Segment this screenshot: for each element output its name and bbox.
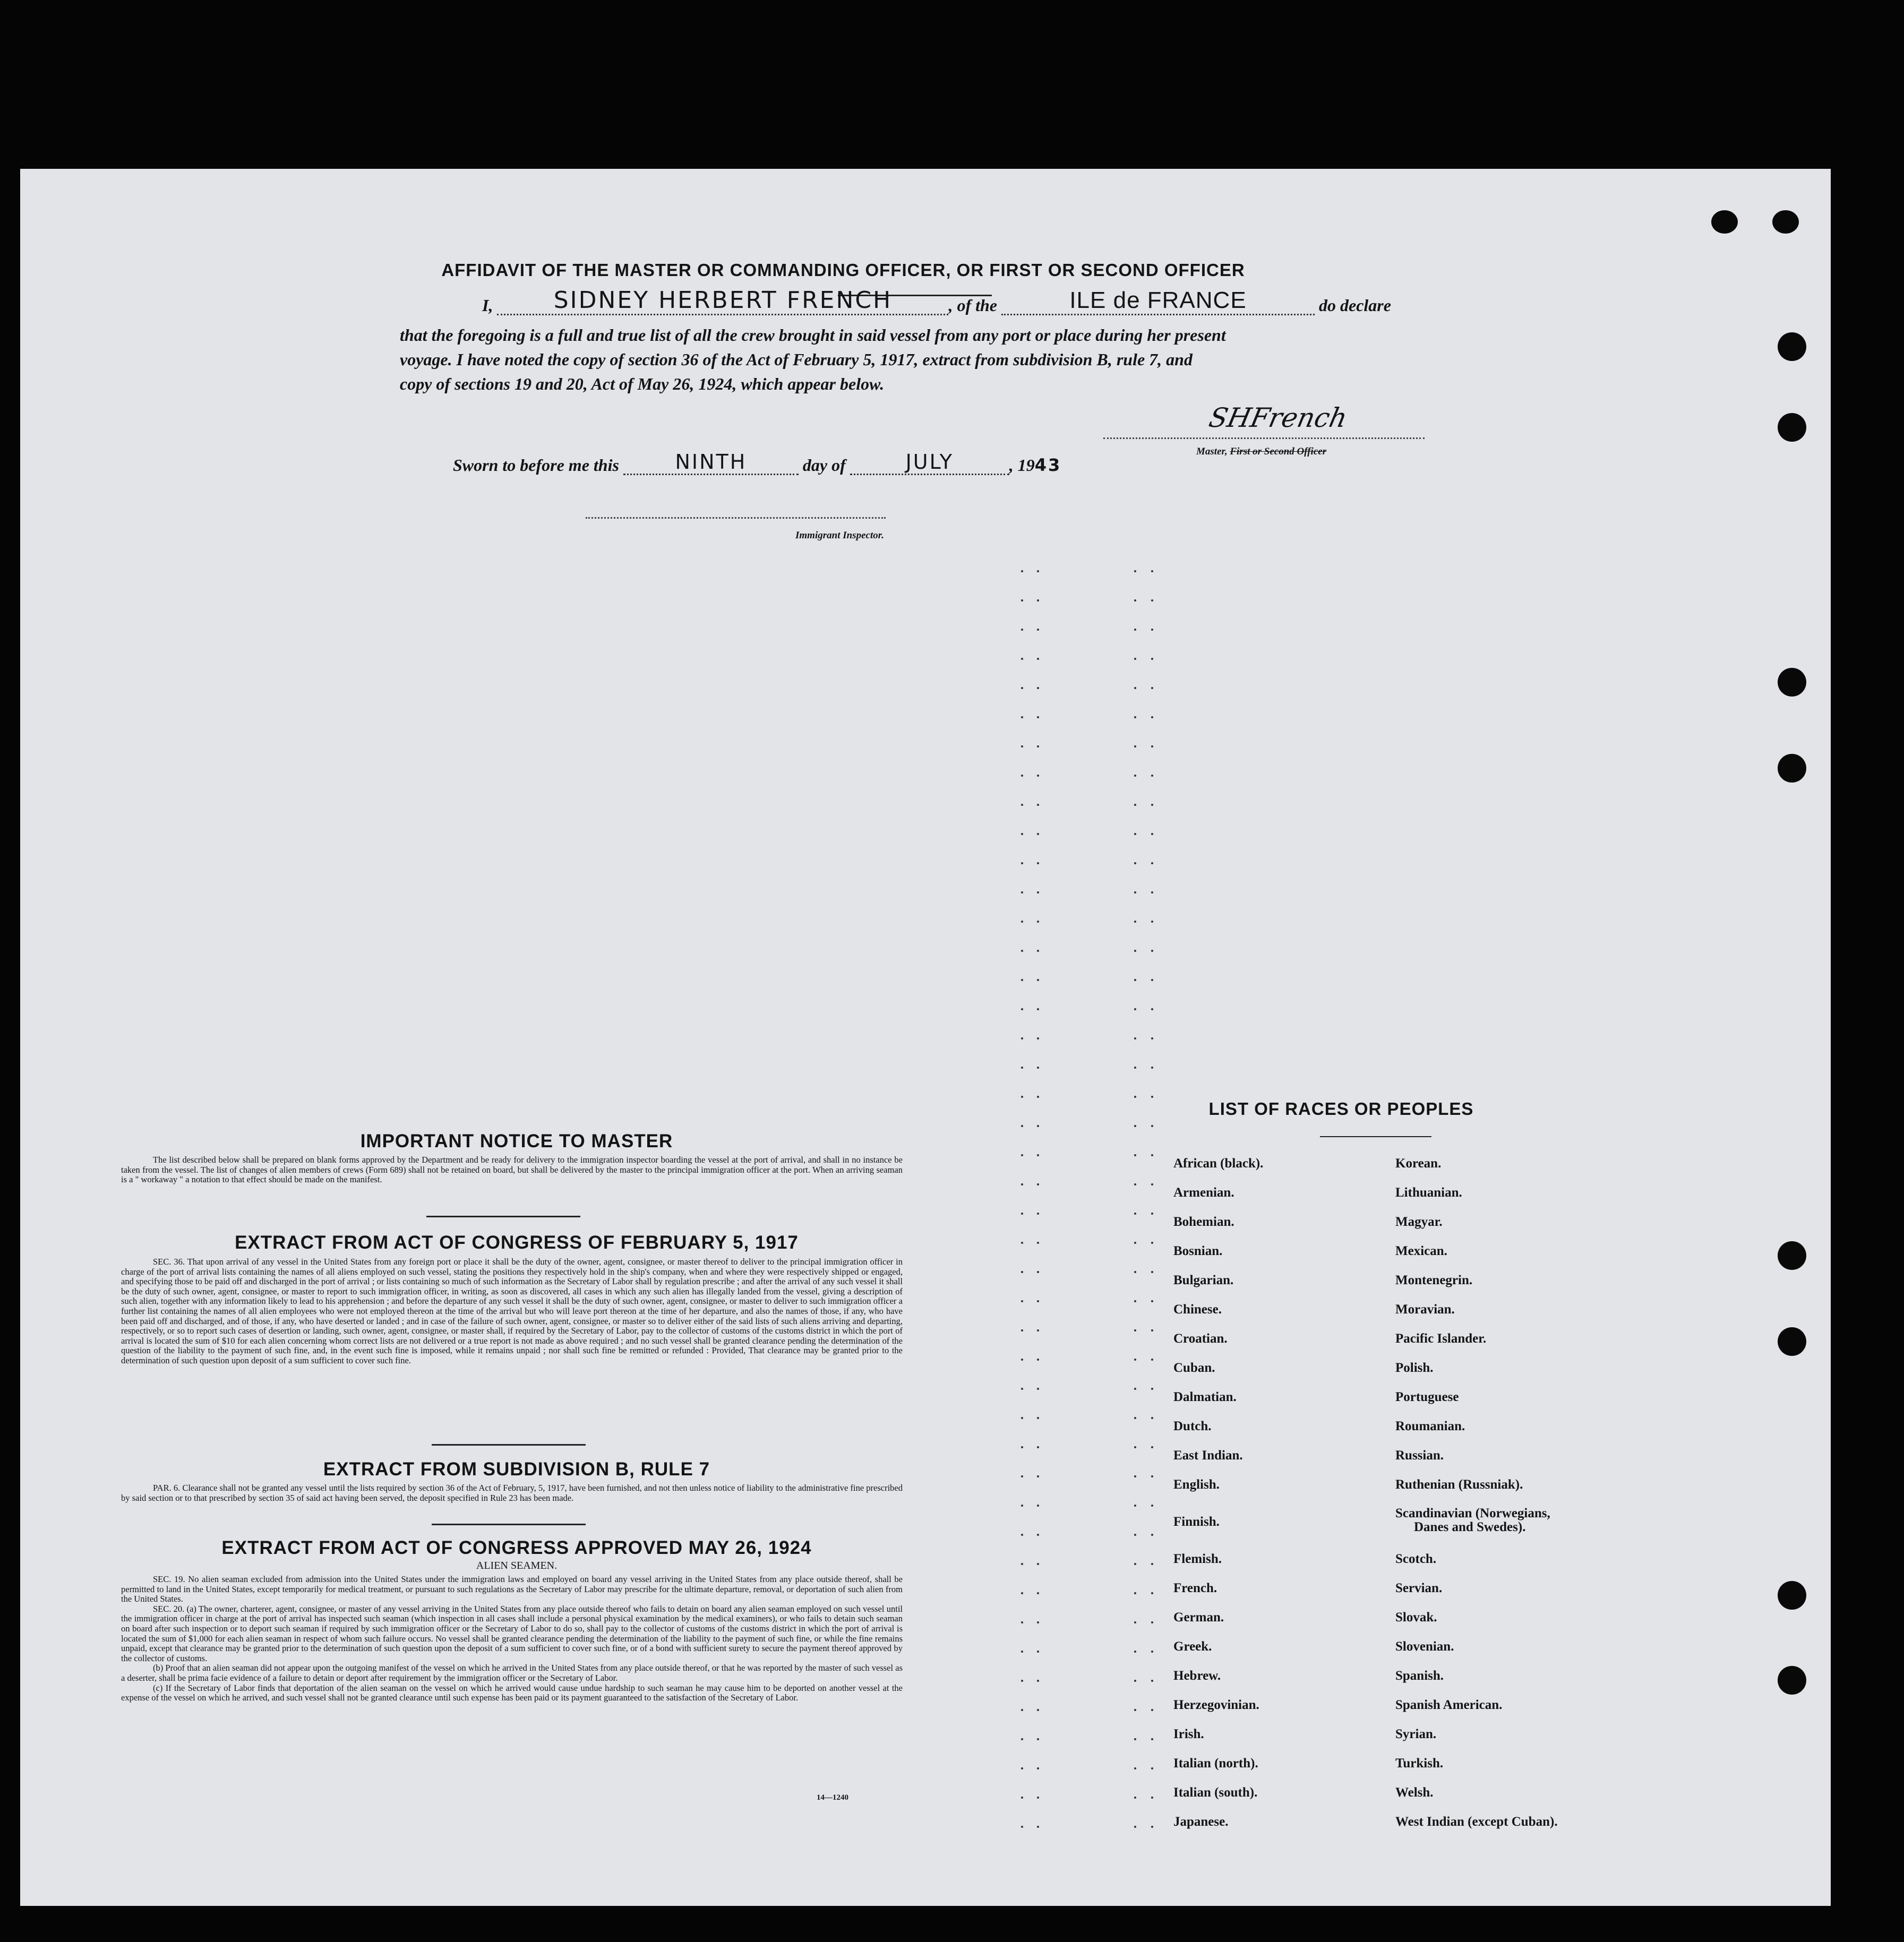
column-dot [1021,1592,1023,1594]
column-dot [1021,1154,1023,1156]
race-entry-right: Polish. [1395,1361,1434,1375]
sworn-day: NINTH [675,450,747,474]
column-dot [1037,1534,1039,1536]
extract-1917-paragraph: SEC. 36. That upon arrival of any vessel in the United States from any foreign port or place it shall be the duty of the owner, agent, consignee, or master thereof to deliver to the principal immigration officer in charge of the port of arrival lists containing the names of all aliens employed on such vessel, stating the positions they respectively hold in the ship's company, when and where they were respectively shipped or engaged, and specifying those to be paid off and discharged in the port of arrival ; or lists containing so much of such information as the Secretary of Labor shall by regulation prescribe ; and after the arrival of any such vessel it shall be the duty of such owner, agent, consignee, or master to report to such immigration officer, in writing, as soon as discovered, all cases in which any such alien has illegally landed from the vessel, giving a description of such alien, together with any information likely to lead to his apprehension ; and before the departure of any such vessel it shall be the duty of such owner, agent, consignee, or master to deliver to such immigration officer a further list containing the names of all alien employees who were not employed thereon at the time of the arrival but who will leave port thereon at the time of her departure, and also the names of those, if any, who have been paid off and discharged, and of those, if any, who have deserted or landed ; and in case of the failure of such owner, agent, consignee, or master so to deliver either of the said lists of such aliens arriving and departing, respectively, or so to report such cases of desertion or landing, such owner, agent, consignee, or master shall, if required by the Secretary of Labor, pay to the collector of customs of the customs district in which the port of arrival is located the sum of $10 for each alien concerning whom correct lists are not delivered or a true report is not made as above required ; and no such vessel shall be granted clearance pending the determination of the question of the liability to the payment of such fine, and, in the event such fine is imposed, while it remains unpaid ; nor shall such fine be remitted or refunded : Provided, That clearance may be granted prior to the determination of such question upon deposit of a sum sufficient to cover such fine. [121,1257,903,1365]
column-dot [1037,1096,1039,1098]
column-dot [1021,629,1023,631]
column-dot [1037,1300,1039,1302]
column-dot [1134,658,1136,660]
signature-line [1103,437,1425,439]
do-declare-label: do declare [1319,296,1391,315]
sworn-month: JULY [905,450,954,474]
column-dot [1151,1242,1153,1244]
extract-1924-text [121,1575,903,1703]
column-dot [1134,1534,1136,1536]
sec20a-paragraph: SEC. 20. (a) The owner, charterer, agent, consignee, or master of any vessel arriving in the United States from any place outside thereof who fails to detain on board any alien seaman employed on such vessel until the immigration officer in charge at the port of arrival has inspected such seaman (which inspection in all cases shall include a personal physical examination by the medical examiners), or who fails to detain such seaman on board after such inspection or to deport such seaman if required by such immigration officer or the Secretary of Labor to do so, shall pay to the collector of customs of the customs district in which the port of arrival is located the sum of $1,000 for each alien seaman in respect of whom such failure occurs. No vessel shall be granted clearance pending the determination of the liability to the payment of such fine, or while the fine remains unpaid, except that clearance may be granted prior to the determination of such question upon the deposit of a sum sufficient to cover such fine, or of a bond with sufficient surety to secure the payment thereof approved by the collector of customs. [121,1603,903,1663]
column-dot [1021,862,1023,864]
race-entry-left: Dutch. [1173,1419,1212,1433]
column-dot [1021,1621,1023,1623]
column-dot [1151,570,1153,572]
affidavit-body [400,323,1433,396]
column-dot [1134,716,1136,718]
signature-caption [1196,446,1326,458]
column-dot [1151,1067,1153,1069]
column-dot [1037,1125,1039,1127]
column-dot [1021,804,1023,806]
section-rule [432,1524,586,1525]
column-dot [1134,745,1136,747]
binding-hole [1778,668,1806,697]
race-entry-left: Croatian. [1173,1331,1228,1346]
column-dot [1021,1125,1023,1127]
column-dot [1134,1359,1136,1361]
column-dot [1021,1651,1023,1653]
column-dot [1151,921,1153,923]
column-dot [1151,1709,1153,1711]
column-dot [1151,1592,1153,1594]
race-entry-left: Herzegovinian. [1173,1698,1259,1712]
race-entry-right: Scotch. [1395,1552,1437,1566]
column-dot [1037,1154,1039,1156]
column-dot [1037,950,1039,952]
column-dot [1134,1738,1136,1740]
column-dot [1134,1388,1136,1390]
column-dot [1151,979,1153,981]
race-entry-left: Greek. [1173,1639,1212,1654]
affidavit-body-line: copy of sections 19 and 20, Act of May 26, 1924, which appear below. [400,374,885,393]
column-dot [1151,833,1153,835]
column-dot [1151,1680,1153,1682]
signature-caption-struck: First or Second Officer [1230,446,1327,457]
column-dot [1134,1300,1136,1302]
column-dot [1021,1183,1023,1185]
race-entry-right: Pacific Islander. [1395,1331,1487,1346]
column-dot [1134,1242,1136,1244]
column-dot [1134,862,1136,864]
races-title-rule [1320,1136,1431,1137]
race-entry-right: Montenegrin. [1395,1273,1473,1287]
sworn-line [453,450,1061,475]
column-dot [1021,891,1023,893]
column-dot [1151,1183,1153,1185]
column-dot [1021,1213,1023,1215]
race-entry-right: Lithuanian. [1395,1185,1462,1200]
column-dot [1021,1417,1023,1419]
column-dot [1134,1592,1136,1594]
master-name-field [497,287,948,315]
column-dot [1037,921,1039,923]
year-prefix: , 19 [1009,456,1035,475]
notice-title: IMPORTANT NOTICE TO MASTER [360,1131,673,1152]
column-dot [1037,891,1039,893]
race-entry-right: West Indian (except Cuban). [1395,1815,1558,1829]
section-rule [426,1216,580,1217]
affidavit-body-line: voyage. I have noted the copy of section 36 of the Act of February 5, 1917, extract from subdivision B, rule 7, and [400,350,1193,369]
column-dot [1151,1621,1153,1623]
column-dot [1037,775,1039,777]
race-entry-left: Italian (south). [1173,1785,1258,1800]
column-dot [1151,1329,1153,1331]
column-dot [1151,1154,1153,1156]
column-dot [1134,1680,1136,1682]
sec20c-paragraph: (c) If the Secretary of Labor finds that deportation of the alien seaman on the vessel on which he arrived would cause undue hardship to such seaman he may cause him to be deported on another vessel at the expense of the vessel on which he arrived, and such vessel shall not be granted clearance until such expense has been paid or its payment guaranteed to the satisfaction of the Secretary of Labor. [121,1682,903,1703]
column-dot [1037,1417,1039,1419]
column-dot [1037,1183,1039,1185]
column-dot [1151,1096,1153,1098]
column-dot [1037,979,1039,981]
column-dot [1037,1592,1039,1594]
race-entry-right: Russian. [1395,1448,1444,1463]
column-dot [1134,1125,1136,1127]
column-dot [1037,745,1039,747]
column-dot [1134,1067,1136,1069]
race-entry-left: Hebrew. [1173,1669,1221,1683]
column-dot [1037,1388,1039,1390]
column-dot [1037,629,1039,631]
column-dot [1037,1475,1039,1477]
column-dot [1037,658,1039,660]
column-dot [1021,775,1023,777]
affidavit-title: AFFIDAVIT OF THE MASTER OR COMMANDING OFFICER, OR FIRST OR SECOND OFFICER [441,260,1245,280]
binding-hole [1778,413,1806,442]
column-dot [1151,1797,1153,1799]
race-entry-left: Bohemian. [1173,1215,1234,1229]
column-dot [1037,804,1039,806]
column-dot [1134,1446,1136,1448]
day-of-label: day of [802,456,846,475]
extract-1917-text [121,1257,903,1366]
column-dot [1021,1037,1023,1039]
race-entry-right: Korean. [1395,1156,1442,1171]
column-dot [1021,1329,1023,1331]
column-dot [1037,1797,1039,1799]
column-dot [1021,1680,1023,1682]
race-entry-right: Portuguese [1395,1390,1459,1404]
column-dot [1151,775,1153,777]
column-dot [1037,1680,1039,1682]
column-dot [1151,1446,1153,1448]
race-entry-right: Magyar. [1395,1215,1443,1229]
column-dot [1134,1271,1136,1273]
column-dot [1021,1709,1023,1711]
vessel-name: ILE de FRANCE [1069,287,1247,313]
binding-hole [1778,1666,1806,1695]
extract-1924-title: EXTRACT FROM ACT OF CONGRESS APPROVED MAY 26, 1924 [221,1537,812,1558]
sworn-day-field [623,450,799,475]
column-dot [1134,1008,1136,1010]
column-dot [1037,1213,1039,1215]
inspector-caption: Immigrant Inspector. [795,530,884,541]
column-dot [1021,1388,1023,1390]
column-dot [1021,687,1023,689]
race-entry-left: Finnish. [1173,1515,1220,1529]
binding-hole [1778,332,1806,361]
column-dot [1021,1096,1023,1098]
column-dot [1037,1008,1039,1010]
sworn-prefix: Sworn to before me this [453,456,619,475]
race-entry-left: Bulgarian. [1173,1273,1234,1287]
race-entry-left: Italian (north). [1173,1756,1258,1771]
extract-1917-title: EXTRACT FROM ACT OF CONGRESS OF FEBRUARY 5, 1917 [235,1232,799,1253]
section-rule [432,1444,586,1446]
race-entry-left: English. [1173,1477,1220,1492]
affidavit-body-line: that the foregoing is a full and true list of all the crew brought in said vessel from any port or place during her present [400,325,1226,345]
race-entry-left: French. [1173,1581,1217,1595]
column-dot [1134,833,1136,835]
extract-rule7-title: EXTRACT FROM SUBDIVISION B, RULE 7 [323,1459,710,1480]
column-dot [1021,658,1023,660]
master-name: SIDNEY HERBERT FRENCH [553,287,893,314]
race-entry-right: Scandinavian (Norwegians, [1395,1506,1550,1520]
race-entry-left: German. [1173,1610,1224,1625]
column-dot [1037,1037,1039,1039]
race-entry-right: Mexican. [1395,1244,1447,1258]
races-title: LIST OF RACES OR PEOPLES [1208,1099,1474,1119]
column-dot [1151,1300,1153,1302]
race-entry-right: Slovenian. [1395,1639,1454,1654]
column-dot [1021,599,1023,601]
column-dot [1134,1709,1136,1711]
race-entry-left: Chinese. [1173,1302,1222,1317]
race-entry-right: Ruthenian (Russniak). [1395,1477,1523,1492]
column-dot [1134,891,1136,893]
binding-hole [1778,754,1806,783]
race-entry-left: Irish. [1173,1727,1204,1741]
column-dot [1134,1329,1136,1331]
column-dot [1134,1183,1136,1185]
column-dot [1021,833,1023,835]
race-entry-left: Cuban. [1173,1361,1215,1375]
column-dot [1037,1446,1039,1448]
form-number: 14—1240 [817,1793,848,1802]
column-dot [1151,599,1153,601]
race-entry-right: Moravian. [1395,1302,1455,1317]
column-dot [1037,716,1039,718]
column-dot [1037,862,1039,864]
column-dot [1037,1563,1039,1565]
column-dot [1134,1213,1136,1215]
column-dot [1151,658,1153,660]
column-dot [1037,687,1039,689]
column-dot [1021,1271,1023,1273]
column-dot [1134,570,1136,572]
signature-caption-prefix: Master, [1196,446,1230,457]
column-dot [1151,687,1153,689]
column-dot [1134,1475,1136,1477]
column-dot [1151,1505,1153,1507]
column-dot [1021,1067,1023,1069]
column-dot [1037,1067,1039,1069]
column-dot [1151,1417,1153,1419]
column-dot [1151,862,1153,864]
column-dot [1037,833,1039,835]
column-dot [1021,1505,1023,1507]
column-dot [1134,629,1136,631]
document-page [20,169,1831,1906]
column-dot [1151,1008,1153,1010]
race-entry-right: Slovak. [1395,1610,1437,1625]
master-signature: SHFrench [1206,402,1350,433]
column-dot [1151,1826,1153,1828]
column-dot [1134,1037,1136,1039]
column-dot [1134,1621,1136,1623]
column-dot [1151,950,1153,952]
column-dot [1134,1767,1136,1769]
column-dot [1134,1096,1136,1098]
column-dot [1021,1534,1023,1536]
column-dot [1037,1271,1039,1273]
column-dot [1134,921,1136,923]
column-dot [1134,1797,1136,1799]
race-entry-right: Welsh. [1395,1785,1434,1800]
column-dot [1037,1505,1039,1507]
column-dot [1037,1767,1039,1769]
binding-hole [1711,210,1738,234]
column-dot [1134,599,1136,601]
column-dot [1021,950,1023,952]
column-dot [1021,979,1023,981]
column-dot [1037,1651,1039,1653]
column-dot [1037,570,1039,572]
race-entry-left: Japanese. [1173,1815,1229,1829]
column-dot [1021,1738,1023,1740]
column-dot [1021,1767,1023,1769]
inspector-signature-line [586,517,886,519]
column-dot [1021,1242,1023,1244]
column-dot [1151,1388,1153,1390]
column-dot [1021,1359,1023,1361]
column-dot [1021,1563,1023,1565]
column-dot [1151,1534,1153,1536]
race-entry-right-continued: Danes and Swedes). [1414,1520,1526,1534]
sec19-paragraph: SEC. 19. No alien seaman excluded from admission into the United States under the immigration laws and employed on board any vessel arriving in the United States from any place outside thereof, shall be permitted to land in the United States, except temporarily for medical treatment, or pursuant to such regulations as the Secretary of Labor may prescribe for the ultimate departure, removal, or deportation of such alien from the United States. [121,1574,903,1604]
column-dot [1134,804,1136,806]
sec20b-paragraph: (b) Proof that an alien seaman did not appear upon the outgoing manifest of the vessel on which he arrived in the United States from any place outside thereof, or that he was reported by the master of such vessel as a deserter, shall be prima facie evidence of a failure to detain or deport after requirement by the immigration officer or the Secretary of Labor. [121,1663,903,1683]
column-dot [1151,629,1153,631]
column-dot [1037,1709,1039,1711]
column-dot [1021,1300,1023,1302]
column-dot [1151,1651,1153,1653]
column-dot [1151,1767,1153,1769]
extract-rule7-text [121,1483,903,1503]
column-dot [1021,1797,1023,1799]
binding-hole [1778,1241,1806,1270]
column-dot [1151,1475,1153,1477]
column-dot [1134,1417,1136,1419]
race-entry-left: Armenian. [1173,1185,1234,1200]
of-the-label: , of the [948,296,997,315]
column-dot [1151,1359,1153,1361]
race-entry-right: Servian. [1395,1581,1443,1595]
extract-1924-subtitle: ALIEN SEAMEN. [476,1560,558,1571]
extract-rule7-paragraph: PAR. 6. Clearance shall not be granted any vessel until the lists required by section 36 of the Act of February, 5, 1917, have been furnished, and not then unless notice of liability to the administrative fine prescribed by said section or to that prescribed by section 35 of said act having been served, the deposit specified in Rule 23 has been made. [121,1483,903,1503]
column-dot [1134,1651,1136,1653]
column-dot [1151,1037,1153,1039]
column-dot [1151,745,1153,747]
column-dot [1134,687,1136,689]
race-entry-right: Turkish. [1395,1756,1444,1771]
column-dot [1151,716,1153,718]
column-dot [1037,1738,1039,1740]
race-entry-left: African (black). [1173,1156,1264,1171]
column-dot [1151,891,1153,893]
race-entry-right: Roumanian. [1395,1419,1465,1433]
column-dot [1151,1738,1153,1740]
column-dot [1151,1213,1153,1215]
column-dot [1021,745,1023,747]
binding-hole [1778,1327,1806,1356]
binding-hole [1778,1581,1806,1610]
race-entry-right: Spanish. [1395,1669,1444,1683]
vessel-name-field [1001,287,1315,315]
race-entry-right: Syrian. [1395,1727,1437,1741]
column-dot [1037,1242,1039,1244]
column-dot [1021,1008,1023,1010]
column-dot [1134,950,1136,952]
notice-text [121,1155,903,1185]
year-suffix: 43 [1034,455,1062,475]
sworn-month-field [850,450,1009,475]
column-dot [1037,1359,1039,1361]
race-entry-left: Dalmatian. [1173,1390,1237,1404]
column-dot [1021,1826,1023,1828]
column-dot [1134,1563,1136,1565]
column-dot [1021,1475,1023,1477]
column-dot [1134,1154,1136,1156]
column-dot [1151,1271,1153,1273]
column-dot [1151,804,1153,806]
affidavit-i: I, [482,296,493,315]
column-dot [1037,1826,1039,1828]
column-dot [1021,1446,1023,1448]
column-dot [1151,1125,1153,1127]
column-dot [1021,921,1023,923]
column-dot [1134,775,1136,777]
race-entry-left: East Indian. [1173,1448,1243,1463]
affidavit-line-1 [482,287,1391,315]
column-dot [1134,1505,1136,1507]
column-dot [1134,979,1136,981]
column-dot [1037,1329,1039,1331]
race-entry-left: Flemish. [1173,1552,1222,1566]
column-dot [1037,599,1039,601]
race-entry-right: Spanish American. [1395,1698,1503,1712]
race-entry-left: Bosnian. [1173,1244,1223,1258]
column-dot [1021,570,1023,572]
notice-paragraph: The list described below shall be prepared on blank forms approved by the Department and be ready for delivery to the immigration inspector boarding the vessel at the port of arrival, and shall in no instance be taken from the vessel. The list of changes of alien members of crews (Form 689) shall not be retained on board, but shall be delivered by the master to the principal immigration officer at the port. When an arriving seaman is a " workaway " a notation to that effect should be made on the manifest. [121,1155,903,1185]
column-dot [1037,1621,1039,1623]
column-dot [1151,1563,1153,1565]
binding-hole [1772,210,1799,234]
column-dot [1134,1826,1136,1828]
column-dot [1021,716,1023,718]
